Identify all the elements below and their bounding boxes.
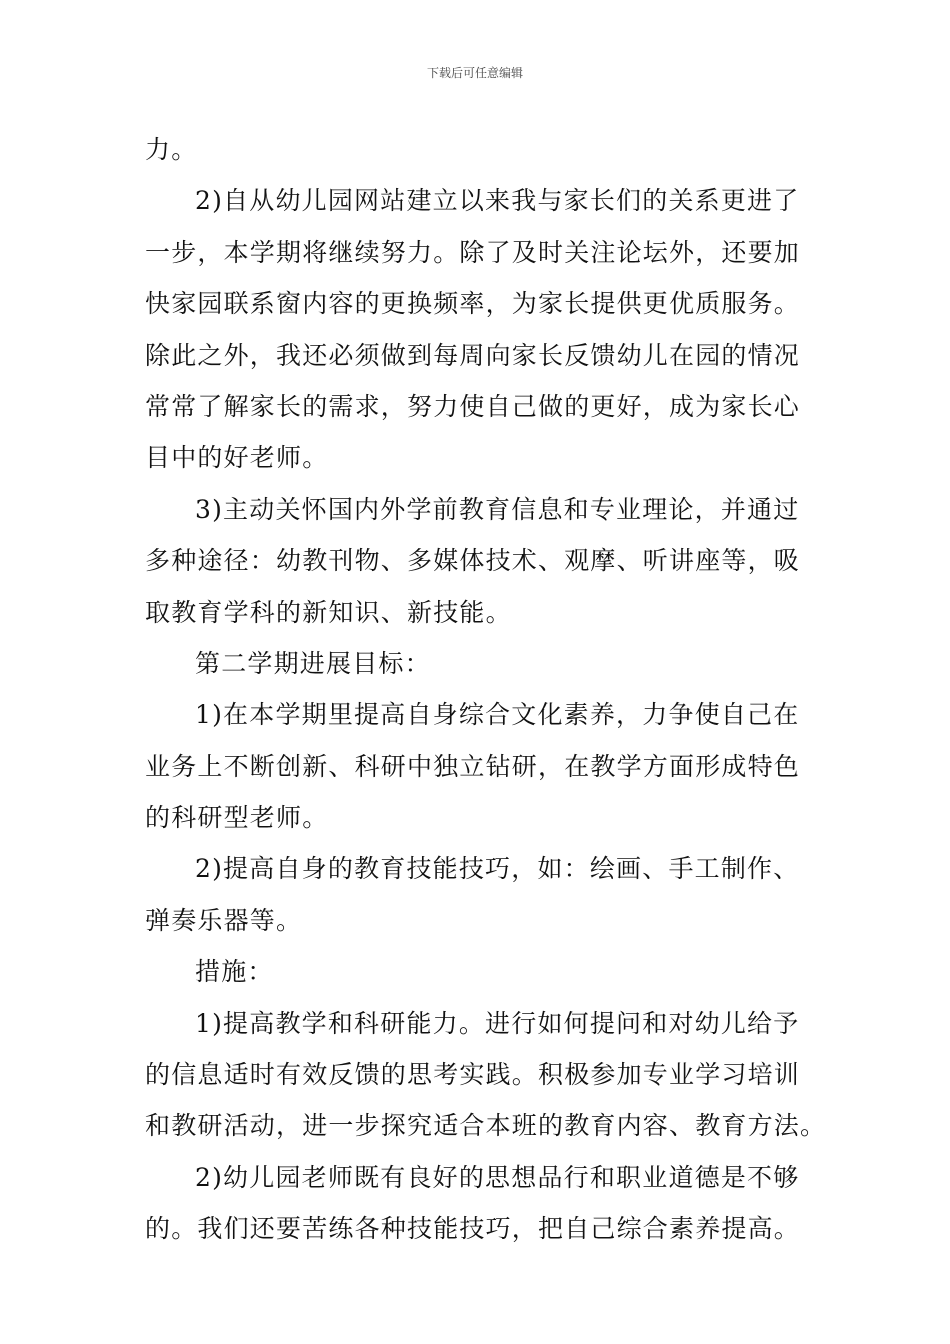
text-line: 的。我们还要苦练各种技能技巧，把自己综合素养提高。	[145, 1214, 801, 1244]
text-line: 取教育学科的新知识、新技能。	[145, 597, 512, 627]
text-line: 一步，本学期将继续努力。除了及时关注论坛外，还要加	[145, 237, 801, 267]
text-line: 常常了解家长的需求，努力使自己做的更好，成为家长心	[145, 391, 801, 421]
paragraph-start-line: 1)在本学期里提高自身综合文化素养，力争使自己在	[195, 700, 800, 730]
text-line: 多种途径：幼教刊物、多媒体技术、观摩、听讲座等，吸	[145, 546, 801, 576]
text-line: 弹奏乐器等。	[145, 905, 303, 935]
text-line: 的科研型老师。	[145, 803, 329, 833]
text-line: 和教研活动，进一步探究适合本班的教育内容、教育方法。	[145, 1111, 827, 1141]
page-header: 下载后可任意编辑	[426, 66, 523, 80]
text-line: 快家园联系窗内容的更换频率，为家长提供更优质服务。	[145, 289, 801, 319]
text-line: 除此之外，我还必须做到每周向家长反馈幼儿在园的情况	[145, 340, 801, 370]
text-line: 业务上不断创新、科研中独立钻研，在教学方面形成特色	[145, 751, 801, 781]
paragraph-start-line: 1)提高教学和科研能力。进行如何提问和对幼儿给予	[195, 1008, 800, 1038]
document-body	[145, 124, 827, 1255]
text-line: 目中的好老师。	[145, 443, 329, 473]
text-line: 力。	[145, 135, 198, 164]
section-heading: 措施：	[195, 957, 274, 987]
paragraph-start-line: 2)幼儿园老师既有良好的思想品行和职业道德是不够	[195, 1162, 800, 1192]
paragraph-start-line: 2)自从幼儿园网站建立以来我与家长们的关系更进了	[195, 186, 800, 216]
text-line: 的信息适时有效反馈的思考实践。积极参加专业学习培训	[145, 1060, 801, 1090]
section-heading: 第二学期进展目标：	[195, 648, 431, 678]
paragraph-start-line: 3)主动关怀国内外学前教育信息和专业理论，并通过	[195, 494, 800, 524]
paragraph-start-line: 2)提高自身的教育技能技巧，如：绘画、手工制作、	[195, 854, 800, 884]
